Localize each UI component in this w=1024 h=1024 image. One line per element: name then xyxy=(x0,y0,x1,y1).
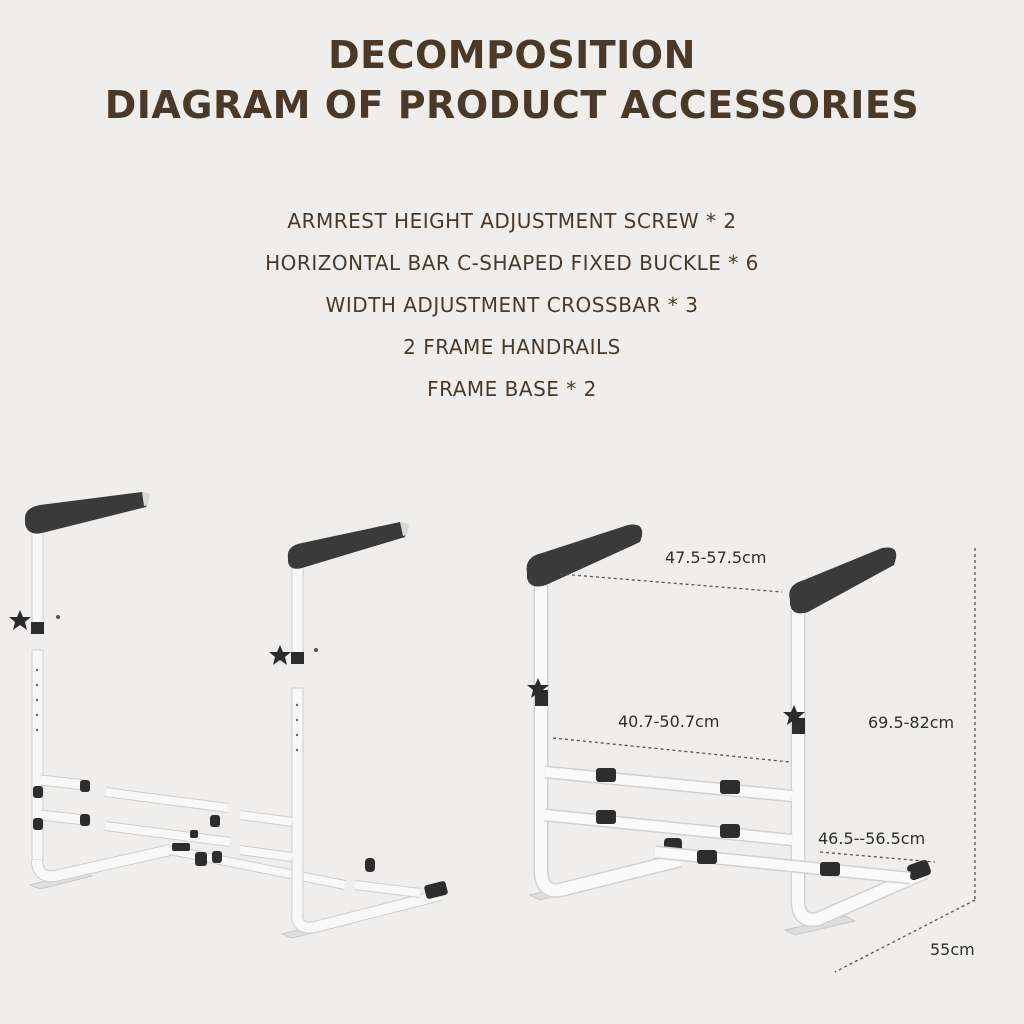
dim-height: 69.5-82cm xyxy=(868,713,955,732)
part-item: WIDTH ADJUSTMENT CROSSBAR * 3 xyxy=(325,293,699,317)
exploded-view xyxy=(9,492,448,938)
dim-depth: 55cm xyxy=(930,940,975,959)
part-item: HORIZONTAL BAR C-SHAPED FIXED BUCKLE * 6 xyxy=(265,251,759,275)
dim-base-width: 46.5--56.5cm xyxy=(818,829,926,848)
part-item: FRAME BASE * 2 xyxy=(427,377,597,401)
dimension-lines xyxy=(553,548,975,972)
part-item: ARMREST HEIGHT ADJUSTMENT SCREW * 2 xyxy=(287,209,737,233)
title-line-2: DIAGRAM OF PRODUCT ACCESSORIES xyxy=(104,83,920,127)
dim-top-width: 47.5-57.5cm xyxy=(665,548,767,567)
star-knob-icon xyxy=(269,645,291,665)
part-item: 2 FRAME HANDRAILS xyxy=(403,335,621,359)
dim-mid-width: 40.7-50.7cm xyxy=(618,712,720,731)
star-knob-icon xyxy=(9,610,31,630)
title-line-1: DECOMPOSITION xyxy=(328,33,696,77)
